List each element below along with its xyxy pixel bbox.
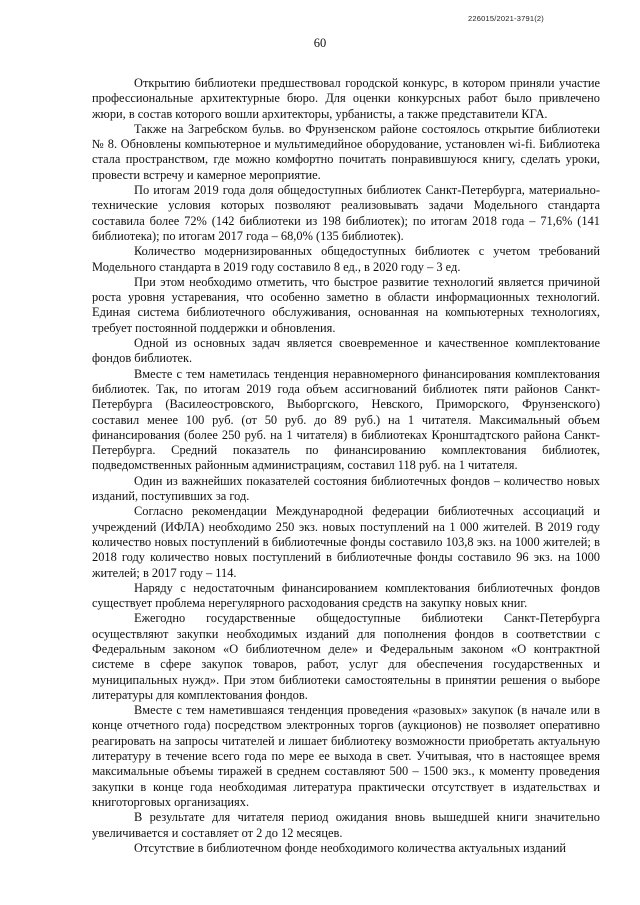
paragraph: При этом необходимо отметить, что быстрое развитие технологий является причиной роста уровня устаревания, что особенно заметно в области информационных технологий. Единая система библиотечного обслуживания, основанная на компьютерных технологиях, требует постоянной поддержки и обновления. xyxy=(92,274,600,335)
paragraph: По итогам 2019 года доля общедоступных библиотек Санкт-Петербурга, материально-технические условия которых позволяют реализовывать задачи Модельного стандарта составила более 72% (142 библиотеки из 198 библиотек); по итогам 2018 года – 71,6% (141 библиотека); по итогам 2017 года – 68,0% (135 библиотек). xyxy=(92,183,600,243)
paragraph: Вместе с тем наметившаяся тенденция проведения «разовых» закупок (в начале или в конце отчетного года) посредством электронных торгов (аукционов) не позволяет оперативно реагировать на запросы читателей и лишает библиотеку возможности приобретать актуальную литературу в течение всего года по мере ее выхода в свет. Учитывая, что в настоящее время максимальные объемы тиражей в среднем составляют 500 – 1500 экз., к моменту проведения закупки в конце года необходимая литература практически отсутствует в издательствах и книготорговых организациях. xyxy=(92,703,600,809)
paragraph: Одной из основных задач является своевременное и качественное комплектование фондов библиотек. xyxy=(92,336,600,366)
paragraph: Один из важнейших показателей состояния библиотечных фондов – количество новых изданий, поступивших за год. xyxy=(92,473,600,504)
paragraph: Количество модернизированных общедоступных библиотек с учетом требований Модельного стандарта в 2019 году составило 8 ед., в 2020 году – 3 ед. xyxy=(92,244,600,274)
paragraph: Наряду с недостаточным финансированием комплектования библиотечных фондов существует проблема нерегулярного расходования средств на закупку новых книг. xyxy=(92,580,600,611)
document-registration-number: 226015/2021-3791(2) xyxy=(468,14,544,23)
paragraph: Открытию библиотеки предшествовал городской конкурс, в котором приняли участие профессиональные архитектурные бюро. Для оценки конкурсных работ было привлечено жюри, в состав которого вошли архитекторы, урбанисты, а также представители КГА. xyxy=(92,76,600,121)
paragraph: Также на Загребском бульв. во Фрунзенском районе состоялось открытие библиотеки № 8. Обновлены компьютерное и мультимедийное оборудование, установлен wi-fi. Библиотека стала пространством, где можно комфортно почитать понравившуюся книгу, сделать уроки, провести встречу и камерное мероприятие. xyxy=(92,121,600,182)
page-number: 60 xyxy=(313,36,327,50)
paragraph: В результате для читателя период ожидания вновь вышедшей книги значительно увеличивается и составляет от 2 до 12 месяцев. xyxy=(92,810,600,840)
paragraph: Отсутствие в библиотечном фонде необходимого количества актуальных изданий xyxy=(134,840,567,855)
document-body xyxy=(92,76,600,856)
paragraph: Согласно рекомендации Международной федерации библиотечных ассоциаций и учреждений (ИФЛА) необходимо 250 экз. новых поступлений на 1 000 жителей. В 2019 году количество новых поступлений в библиотечные фонды составило 103,8 экз. на 1000 жителей; в 2018 году количество новых поступлений в библиотечные фонды составило 96 экз. на 1000 жителей; в 2017 году – 114. xyxy=(92,504,600,580)
paragraph: Вместе с тем наметилась тенденция неравномерного финансирования комплектования библиотек. Так, по итогам 2019 года объем ассигнований библиотек пяти районов Санкт-Петербурга (Василеостровского, Выборгского, Невского, Приморского, Фрунзенского) составил менее 100 руб. (от 50 руб. до 89 руб.) на 1 читателя. Максимальный объем финансирования (более 250 руб. на 1 читателя) в библиотеках Кронштадтского района Санкт-Петербурга. Средний показатель по финансированию комплектования библиотек, подведомственных районным администрациям, составил 118 руб. на 1 читателя. xyxy=(92,366,600,473)
paragraph: Ежегодно государственные общедоступные библиотеки Санкт-Петербурга осуществляют закупки необходимых изданий для пополнения фондов в соответствии с Федеральным законом «О библиотечном деле» и Федеральным законом «О контрактной системе в сфере закупок товаров, работ, услуг для обеспечения государственных и муниципальных нужд». При этом библиотеки самостоятельны в принятии решения о выборе литературы для комплектования фондов. xyxy=(92,611,600,702)
